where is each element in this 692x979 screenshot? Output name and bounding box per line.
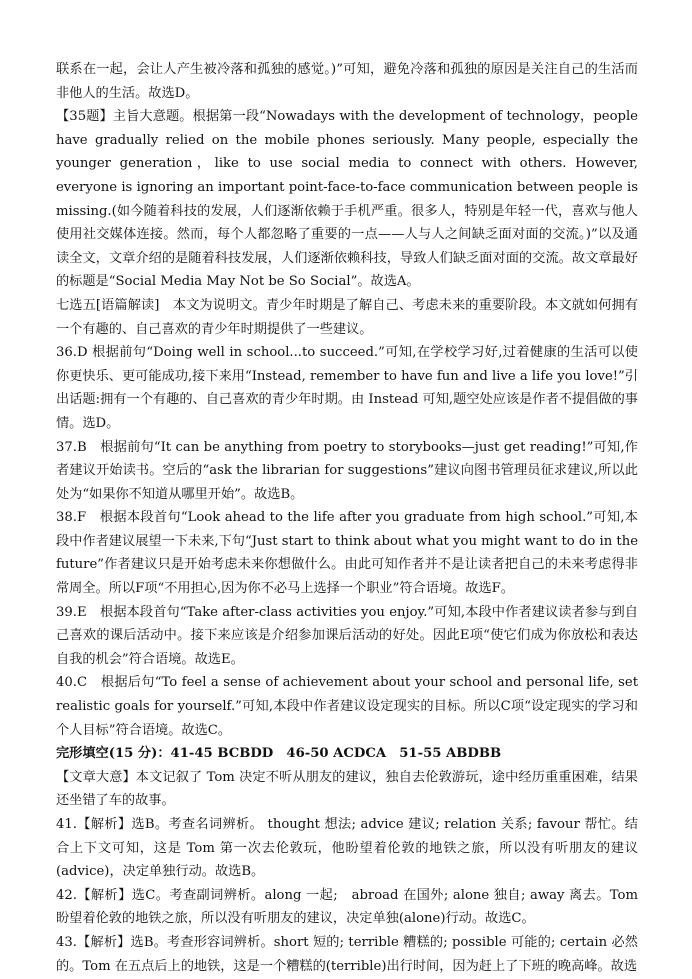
paragraph-7: 39.E 根据本段首句“Take after-class activities you enjoy.”可知,本段中作者建议读者参与到自己喜欢的课后活动中。接下来应该是介绍参加课后活动的好处。因此E项“使它们成为你放松和表达自我的机会”符合语境。故选E。 [56,604,638,667]
paragraph-12: 42.【解析】选C。考查副词辨析。along 一起; abroad 在国外; alone 独自; away 离去。Tom 盼望着伦敦的地铁之旅，所以没有听朋友的建议，决定单独(alone)行动。故选C。 [56,887,638,927]
paragraph-5: 37.B 根据前句“It can be anything from poetry to storybooks—just get reading!”可知,作者建议开始读书。空后的“ask the librarian for suggestions”建议向图书管理员征求建议,所以此处为“如果你不知道从哪里开始”。故选B。 [56,439,638,502]
document-page [56,58,638,978]
paragraph-11: 41.【解析】选B。考查名词辨析。 thought 想法; advice 建议; relation 关系; favour 帮忙。结合上下文可知，这是 Tom 第一次去伦敦玩，他盼望着伦敦的地铁之旅，所以没有听朋友的建议(advice)，决定单独行动。故选B。 [56,817,638,880]
paragraph-13: 43.【解析】选B。考查形容词辨析。short 短的; terrible 糟糕的; possible 可能的; certain 必然的。Tom 在五点后上的地铁，这是一个糟糕的(terrible)出行时间，因为赶上了下班的晚高峰。故选 [56,934,638,974]
section-heading-cloze: 完形填空(15 分)：41-45 BCBDD 46-50 ACDCA 51-55 ABDBB [56,746,502,762]
paragraph-1: 联系在一起，会让人产生被冷落和孤独的感觉。)”可知，避免冷落和孤独的原因是关注自己的生活而非他人的生活。故选D。 [56,62,638,101]
paragraph-10: 【文章大意】本文记叙了 Tom 决定不听从朋友的建议，独自去伦敦游玩，途中经历重重困难，结果还坐错了车的故事。 [56,769,638,809]
paragraph-2: 【35题】主旨大意题。根据第一段“Nowadays with the development of technology，people have gradually relied on the mobile phones seriously. Many people, especially the younger generation，like to use social media to connect with others. However, everyone is ignoring an important point-face-to-face communication between people is missing.(如今随着科技的发展，人们逐渐依赖于手机严重。很多人，特别是年轻一代，喜欢与他人使用社交媒体连接。然而，每个人都忽略了重要的一点——人与人之间缺乏面对面的交流。)”以及通读全文，文章介绍的是随着科技发展，人们逐渐依赖科技，导致人们缺乏面对面的交流。故文章最好的标题是“Social Media May Not be So Social”。故选A。 [56,109,638,290]
paragraph-4: 36.D 根据前句“Doing well in school...to succeed.”可知,在学校学习好,过着健康的生活可以使你更快乐、更可能成功,接下来用“Instead, remember to have fun and live a life you love!”引出话题:拥有一个有趣的、自己喜欢的青少年时期。由 Instead 可知,题空处应该是作者不提倡做的事情。选D。 [56,345,638,431]
paragraph-6: 38.F 根据本段首句“Look ahead to the life after you graduate from high school.”可知,本段中作者建议展望一下未来,下句“Just start to think about what you might want to do in the future”作者建议只是开始考虑未来你想做什么。由此可知作者并不是让读者把自己的未来考虑得非常周全。所以F项“不用担心,因为你不必马上选择一个职业”符合语境。故选F。 [56,510,638,597]
paragraph-8: 40.C 根据后句“To feel a sense of achievement about your school and personal life, set realistic goals for yourself.”可知,本段中作者建议设定现实的目标。所以C项“设定现实的学习和个人目标”符合语境。故选C。 [56,675,638,738]
paragraph-3: 七选五[语篇解读] 本文为说明文。青少年时期是了解自己、考虑未来的重要阶段。本文就如何拥有一个有趣的、自己喜欢的青少年时期提供了一些建议。 [56,297,638,337]
